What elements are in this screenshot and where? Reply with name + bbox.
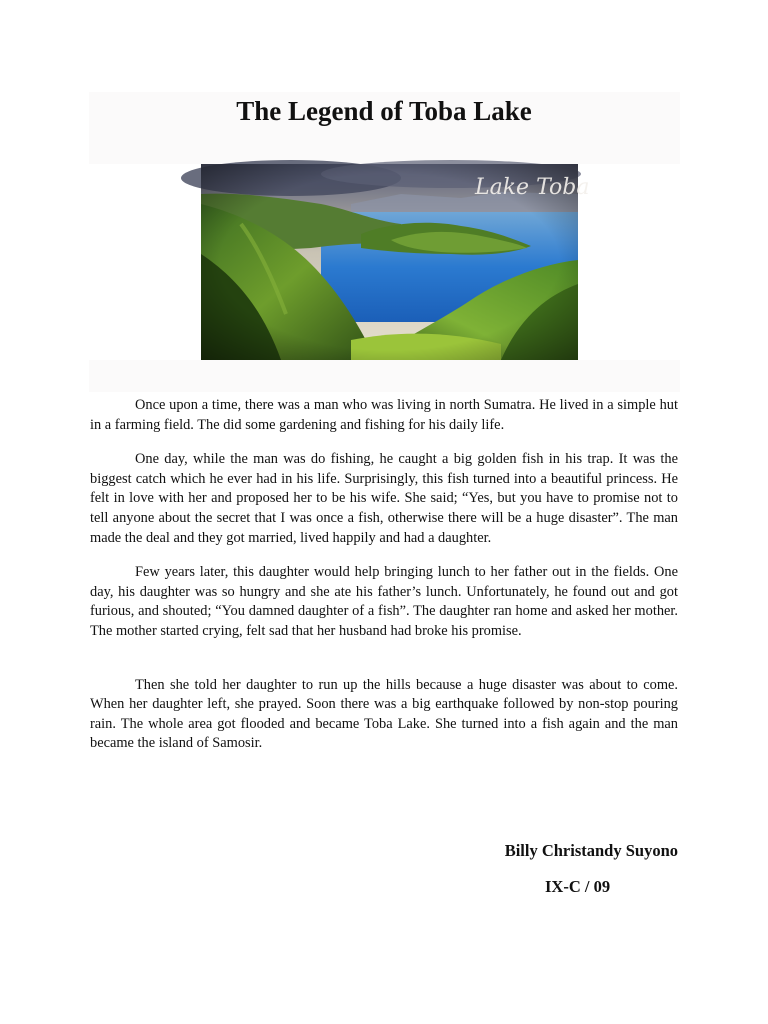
lake-toba-photo <box>201 164 590 360</box>
story-paragraph: Then she told her daughter to run up the hills because a huge disaster was about to come. When her daughter left, she prayed. Soon there was a big earthquake followed by non-stop pouring rain. The whole area got flooded and became Toba Lake. She turned into a fish again and the man became the island of Samosir. <box>90 676 678 752</box>
image-caption-background <box>89 360 680 392</box>
story-body <box>90 396 678 754</box>
story-paragraph: Once upon a time, there was a man who was living in north Sumatra. He lived in a simple hut in a farming field. The did some gardening and fishing for his daily life. <box>90 397 678 433</box>
document-title: The Legend of Toba Lake <box>236 96 532 126</box>
photo-caption: Lake Toba <box>475 175 590 200</box>
author-name: Billy Christandy Suyono <box>504 841 678 860</box>
story-paragraph: One day, while the man was do fishing, he caught a big golden fish in his trap. It was the biggest catch which he ever had in his life. Surprisingly, this fish turned into a beautiful princess. He felt in love with her and proposed her to be his wife. She said; “Yes, but you have to promise not to tell anyone about the secret that I was once a fish, otherwise there will be a huge disaster”. The man made the deal and they got married, lived happily and had a daughter. <box>90 451 678 546</box>
class-number: IX-C / 09 <box>545 877 611 896</box>
story-paragraph: Few years later, this daughter would help bringing lunch to her father out in the fields. One day, his daughter was so hungry and she ate his father’s lunch. Unfortunately, he found out and got furious, and shouted; “You damned daughter of a fish”. The daughter ran home and asked her mother. The mother started crying, felt sad that her husband had broke his promise. <box>90 564 678 639</box>
